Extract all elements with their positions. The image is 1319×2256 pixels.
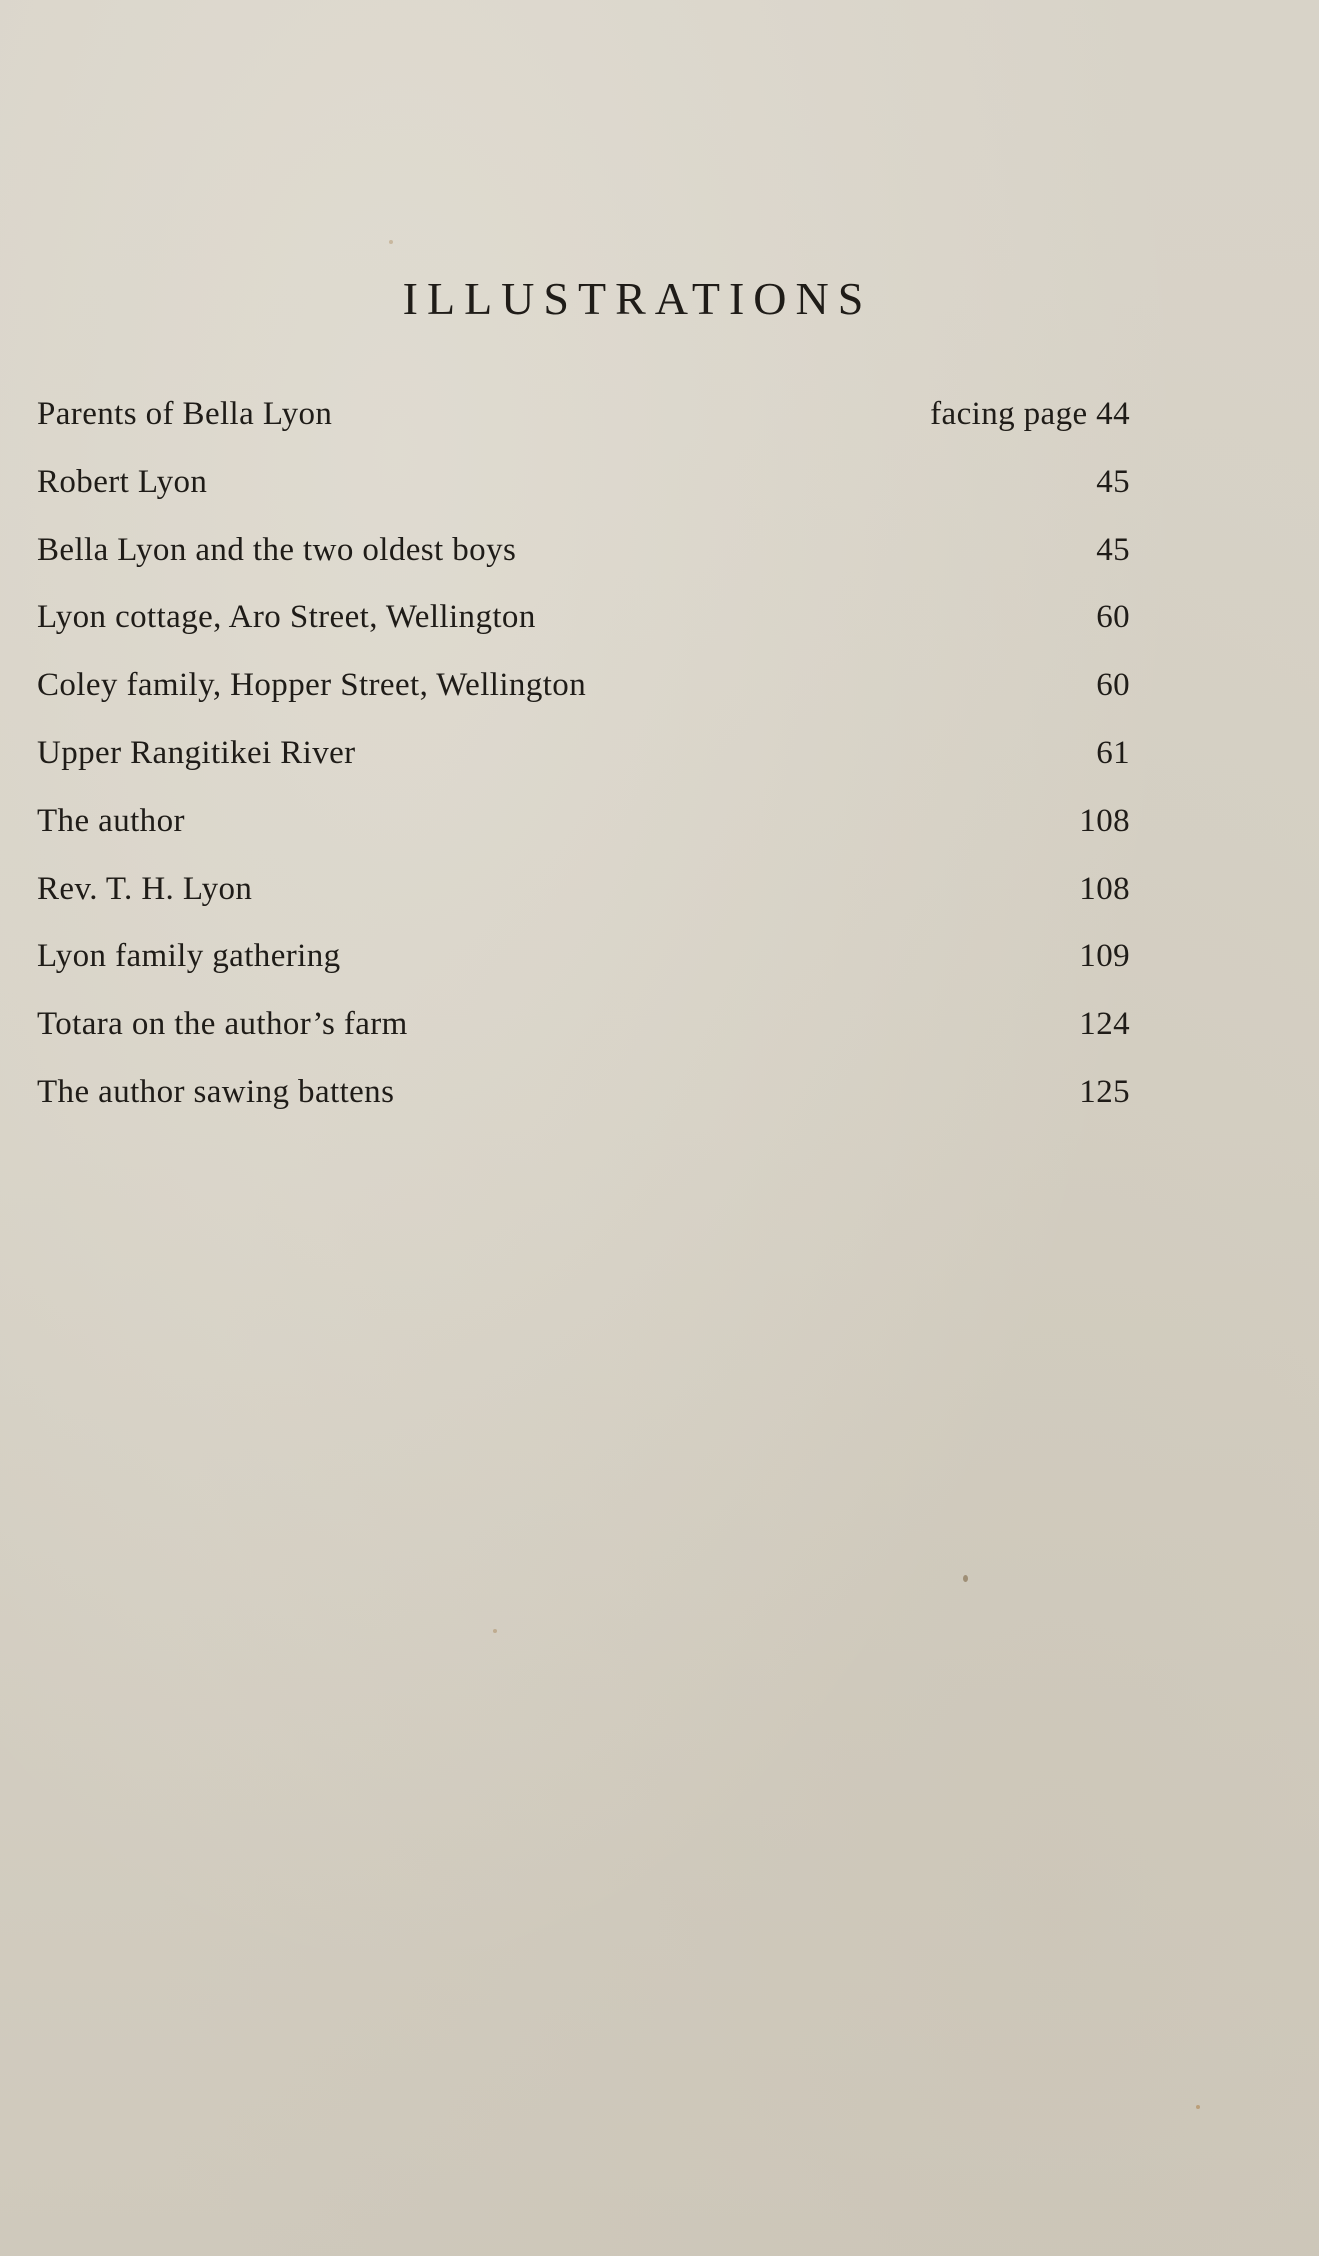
page-reference: 45 bbox=[1096, 531, 1130, 568]
paper-speck bbox=[493, 1629, 497, 1633]
illustration-caption: Lyon family gathering bbox=[37, 938, 341, 975]
page-reference: 108 bbox=[1079, 802, 1130, 839]
paper-speck bbox=[963, 1575, 968, 1582]
illustration-caption: The author bbox=[37, 802, 185, 839]
illustration-caption: Coley family, Hopper Street, Wellington bbox=[37, 667, 587, 704]
list-item bbox=[37, 396, 1130, 464]
list-item bbox=[37, 464, 1130, 532]
illustration-caption: Lyon cottage, Aro Street, Wellington bbox=[37, 599, 536, 636]
list-item bbox=[37, 871, 1130, 939]
list-item bbox=[37, 1074, 1130, 1142]
illustration-caption: The author sawing battens bbox=[37, 1073, 395, 1110]
page-reference: 60 bbox=[1096, 599, 1130, 636]
page-reference: 109 bbox=[1079, 938, 1130, 975]
illustration-caption: Robert Lyon bbox=[37, 463, 208, 500]
page-reference: 108 bbox=[1079, 870, 1130, 907]
list-item bbox=[37, 532, 1130, 600]
list-item bbox=[37, 1006, 1130, 1074]
paper-speck bbox=[1196, 2105, 1200, 2109]
list-item bbox=[37, 667, 1130, 735]
page-reference: 61 bbox=[1096, 734, 1130, 771]
illustration-caption: Bella Lyon and the two oldest boys bbox=[37, 531, 517, 568]
page-reference: 45 bbox=[1096, 463, 1130, 500]
list-item bbox=[37, 803, 1130, 871]
page-reference: 124 bbox=[1079, 1006, 1130, 1043]
list-item bbox=[37, 938, 1130, 1006]
page-title: ILLUSTRATIONS bbox=[402, 273, 873, 324]
illustration-caption: Totara on the author’s farm bbox=[37, 1006, 408, 1043]
illustrations-list bbox=[37, 396, 1130, 1142]
list-item bbox=[37, 599, 1130, 667]
page-reference: 125 bbox=[1079, 1073, 1130, 1110]
illustration-caption: Upper Rangitikei River bbox=[37, 734, 356, 771]
illustration-caption: Rev. T. H. Lyon bbox=[37, 870, 253, 907]
page-reference: 60 bbox=[1096, 667, 1130, 704]
page-reference: facing page 44 bbox=[930, 396, 1130, 432]
list-item bbox=[37, 735, 1130, 803]
paper-speck bbox=[389, 240, 393, 244]
illustration-caption: Parents of Bella Lyon bbox=[37, 396, 333, 432]
